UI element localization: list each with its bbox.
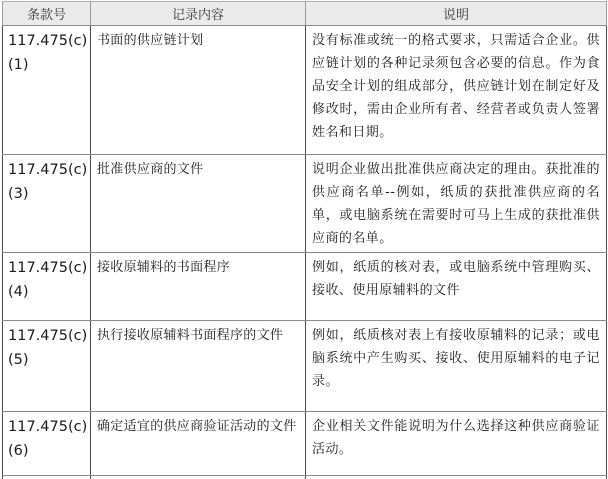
description-cell: 例如，纸质的核对表，或电脑系统中管理购买、接收、使用原辅料的文件 — [306, 253, 607, 321]
table-row — [3, 253, 607, 321]
record-content-cell: 接收原辅料的书面程序 — [91, 253, 306, 321]
table-header — [3, 2, 607, 26]
table-row-continuation — [3, 476, 607, 479]
table-row — [3, 321, 607, 412]
table-row — [3, 26, 607, 155]
record-content-cell: 执行接收原辅料书面程序的文件 — [91, 321, 306, 412]
description-cell: 企业相关文件能说明为什么选择这种供应商验证活动。 — [306, 412, 607, 476]
description-cell: 说明企业做出批准供应商决定的理由。获批准的供应商名单--例如，纸质的获批准供应商的名单，或电脑系统在需要时可马上生成的获批准供应商的名单。 — [306, 155, 607, 253]
continuation-cell — [91, 476, 306, 479]
clause-cell: 117.475(c)(1) — [3, 26, 91, 155]
records-table — [2, 1, 607, 479]
table-row — [3, 155, 607, 253]
description-cell: 例如，纸质核对表上有接收原辅料的记录；或电脑系统中产生购买、接收、使用原辅料的电子记录。 — [306, 321, 607, 412]
record-content-cell: 书面的供应链计划 — [91, 26, 306, 155]
clause-cell: 117.475(c)(6) — [3, 412, 91, 476]
header-description: 说明 — [306, 2, 607, 26]
description-cell: 没有标准或统一的格式要求，只需适合企业。供应链计划的各种记录须包含必要的信息。作为食品安全计划的组成部分，供应链计划在制定好及修改时，需由企业所有者、经营者或负责人签署姓名和日期。 — [306, 26, 607, 155]
continuation-cell — [306, 476, 607, 479]
clause-cell: 117.475(c)(5) — [3, 321, 91, 412]
clause-cell: 117.475(c)(3) — [3, 155, 91, 253]
record-content-cell: 确定适宜的供应商验证活动的文件 — [91, 412, 306, 476]
clause-cell: 117.475(c)(4) — [3, 253, 91, 321]
continuation-cell — [3, 476, 91, 479]
record-content-cell: 批准供应商的文件 — [91, 155, 306, 253]
table-row — [3, 412, 607, 476]
table-body — [3, 26, 607, 479]
header-record-content: 记录内容 — [91, 2, 306, 26]
header-clause: 条款号 — [3, 2, 91, 26]
header-row — [3, 2, 607, 26]
